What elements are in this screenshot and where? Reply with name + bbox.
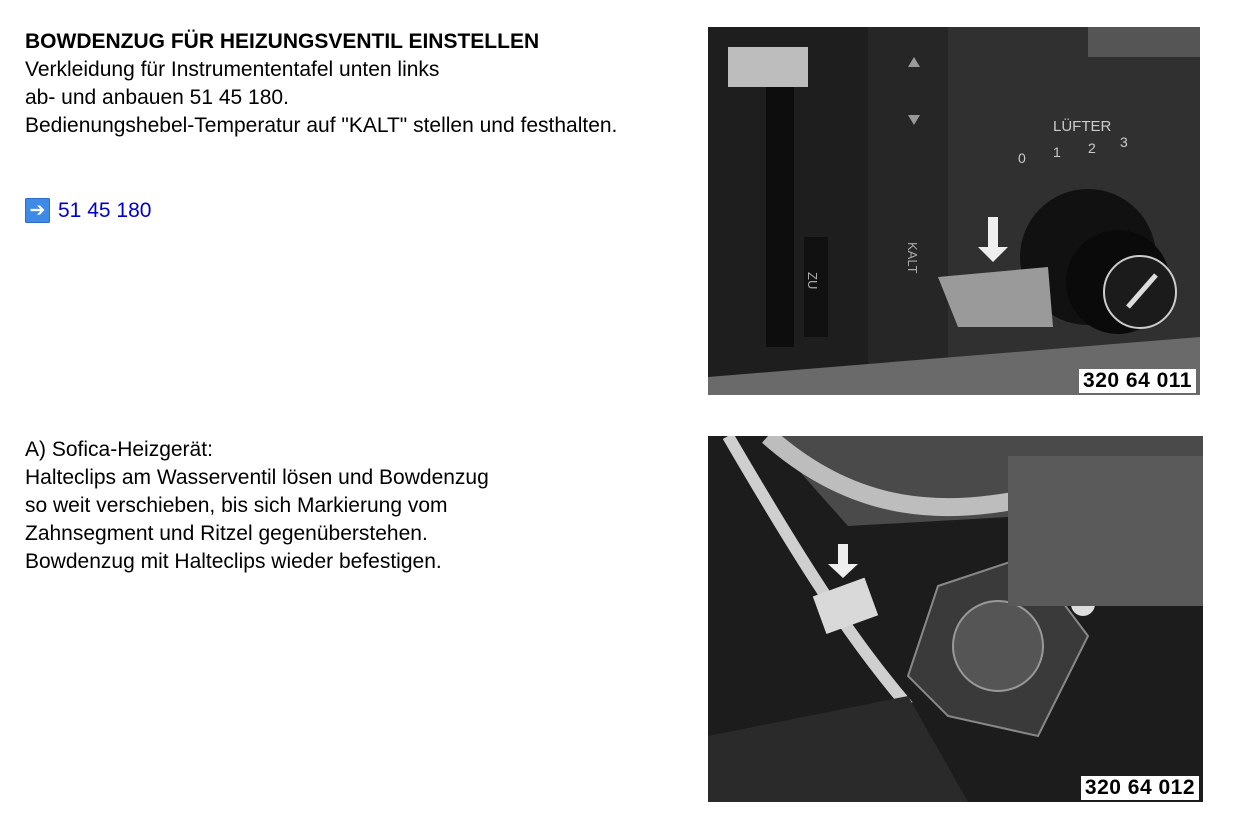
fan-label: LÜFTER (1053, 118, 1112, 135)
figure-caption: 320 64 012 (1081, 776, 1199, 800)
section-title: BOWDENZUG FÜR HEIZUNGSVENTIL EINSTELLEN (25, 30, 540, 53)
instruction-line: Bowdenzug mit Halteclips wieder befestigen. (25, 550, 442, 573)
instruction-line: A) Sofica-Heizgerät: (25, 438, 213, 461)
instruction-line: Zahnsegment und Ritzel gegenüberstehen. (25, 522, 428, 545)
instruction-line: Verkleidung für Instrumententafel unten links (25, 58, 440, 81)
instruction-line: ab- und anbauen 51 45 180. (25, 86, 289, 109)
instruction-line: so weit verschieben, bis sich Markierung vom (25, 494, 448, 517)
section-2 (25, 436, 645, 576)
instruction-line: Halteclips am Wasserventil lösen und Bowdenzug (25, 466, 489, 489)
reference-link-label[interactable]: 51 45 180 (58, 198, 152, 222)
fan-position-0: 0 (1018, 150, 1026, 166)
section-1 (25, 28, 705, 140)
zu-label: ZU (805, 272, 820, 290)
water-valve-photo (708, 436, 1203, 802)
kalt-label: KALT (905, 242, 920, 274)
reference-link[interactable] (25, 198, 151, 223)
arrow-right-icon[interactable]: ➔ (25, 198, 50, 223)
fan-position-2: 2 (1088, 140, 1096, 156)
fan-position-3: 3 (1120, 134, 1128, 150)
figure-heater-controls (708, 27, 1200, 395)
heater-controls-photo (708, 27, 1200, 395)
instruction-line: Bedienungshebel-Temperatur auf "KALT" stellen und festhalten. (25, 114, 618, 137)
figure-water-valve (708, 436, 1203, 802)
figure-caption: 320 64 011 (1079, 369, 1196, 393)
fan-position-1: 1 (1053, 144, 1061, 160)
